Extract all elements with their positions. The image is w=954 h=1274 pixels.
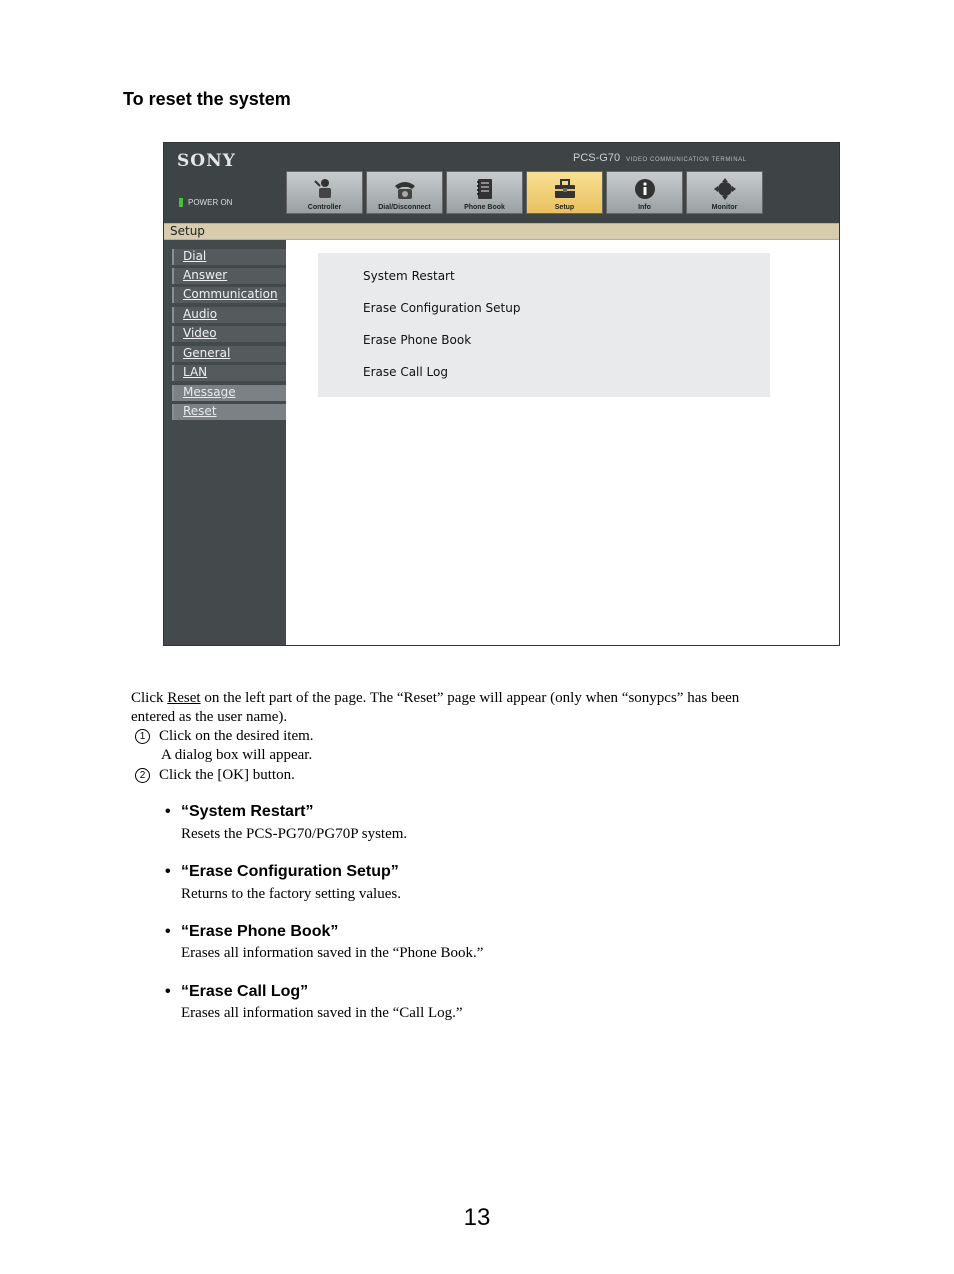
controller-icon xyxy=(313,177,337,201)
sidebar-item-label: Answer xyxy=(183,268,228,282)
tab-label: Monitor xyxy=(711,204,738,211)
sidebar-item-communication[interactable] xyxy=(172,287,286,303)
sony-logo: SONY xyxy=(177,151,236,171)
sidebar xyxy=(164,240,286,645)
sidebar-item-dial[interactable] xyxy=(172,249,286,265)
sidebar-item-reset[interactable] xyxy=(172,404,286,420)
phone-icon xyxy=(393,177,417,201)
intro-text: Click xyxy=(131,690,168,706)
sidebar-item-video[interactable] xyxy=(172,326,286,342)
sidebar-item-message[interactable] xyxy=(172,385,286,401)
item-title xyxy=(165,803,314,821)
sidebar-item-label: Communication xyxy=(183,287,278,301)
step-text: Click the [OK] button. xyxy=(159,767,295,783)
item-description: Erases all information saved in the “Call Log.” xyxy=(181,1005,463,1021)
step-number: 1 xyxy=(135,729,150,744)
toolbox-icon xyxy=(553,177,577,201)
step-text: Click on the desired item. xyxy=(159,728,314,744)
tab-phone-book[interactable] xyxy=(446,171,523,214)
item-description: Returns to the factory setting values. xyxy=(181,886,401,902)
bullet-icon: • xyxy=(165,803,171,820)
sidebar-item-general[interactable] xyxy=(172,346,286,362)
intro-paragraph xyxy=(131,689,831,727)
model-label xyxy=(573,152,747,164)
sidebar-item-label: General xyxy=(183,346,231,360)
tab-label: Controller xyxy=(307,204,342,211)
item-title-text: “Erase Phone Book” xyxy=(181,923,339,940)
sidebar-item-label: Audio xyxy=(183,307,218,321)
intro-text-line2: entered as the user name). xyxy=(131,709,288,725)
erase-call-log-option[interactable]: Erase Call Log xyxy=(363,365,448,379)
setup-screenshot xyxy=(163,142,840,646)
step-1 xyxy=(135,727,314,746)
sidebar-item-label: Message xyxy=(183,385,236,399)
tab-info[interactable] xyxy=(606,171,683,214)
tab-controller[interactable] xyxy=(286,171,363,214)
tab-label: Phone Book xyxy=(464,204,505,211)
monitor-icon xyxy=(713,177,737,201)
reset-link-reference: Reset xyxy=(167,690,201,706)
step-1-note: A dialog box will appear. xyxy=(161,747,313,763)
intro-text-rest: on the left part of the page. The “Reset” page will appear (only when “sonypcs” has been xyxy=(200,690,740,706)
section-bar xyxy=(164,223,839,240)
sidebar-item-label: Dial xyxy=(183,249,207,263)
section-heading: To reset the system xyxy=(123,89,291,109)
item-title xyxy=(165,863,399,881)
sidebar-item-audio[interactable] xyxy=(172,307,286,323)
tab-label: Setup xyxy=(554,204,575,211)
item-title xyxy=(165,983,308,1001)
item-title-text: “Erase Call Log” xyxy=(181,983,309,1000)
tab-label: Info xyxy=(638,204,651,211)
item-description: Erases all information saved in the “Phone Book.” xyxy=(181,945,484,961)
section-title: Setup xyxy=(170,224,205,238)
sidebar-item-answer[interactable] xyxy=(172,268,286,284)
main-tabs xyxy=(286,171,766,214)
bullet-icon: • xyxy=(165,923,171,940)
item-title xyxy=(165,923,338,941)
info-icon xyxy=(633,177,657,201)
step-number: 2 xyxy=(135,768,150,783)
erase-phone-book-option[interactable]: Erase Phone Book xyxy=(363,333,472,347)
top-bar xyxy=(164,143,839,223)
bullet-icon: • xyxy=(165,863,171,880)
item-description: Resets the PCS-PG70/PG70P system. xyxy=(181,826,408,842)
book-icon xyxy=(473,177,497,201)
page-number: 13 xyxy=(463,1204,491,1231)
system-restart-option[interactable]: System Restart xyxy=(363,269,455,283)
bullet-icon: • xyxy=(165,983,171,1000)
power-indicator xyxy=(179,198,232,207)
tab-setup[interactable] xyxy=(526,171,603,214)
reset-options-panel xyxy=(318,253,770,397)
power-label: POWER ON xyxy=(188,198,233,207)
model-name: PCS-G70 xyxy=(573,152,621,164)
sidebar-item-label: Reset xyxy=(183,404,217,418)
tab-label: Dial/Disconnect xyxy=(378,204,431,211)
erase-configuration-option[interactable]: Erase Configuration Setup xyxy=(363,301,521,315)
model-subtitle: VIDEO COMMUNICATION TERMINAL xyxy=(626,157,747,163)
item-title-text: “System Restart” xyxy=(181,803,314,820)
sidebar-item-label: Video xyxy=(183,326,217,340)
sidebar-item-lan[interactable] xyxy=(172,365,286,381)
step-2 xyxy=(135,766,295,785)
sidebar-item-label: LAN xyxy=(183,365,208,379)
power-led-icon xyxy=(179,198,183,207)
item-title-text: “Erase Configuration Setup” xyxy=(181,863,399,880)
tab-dial-disconnect[interactable] xyxy=(366,171,443,214)
tab-monitor[interactable] xyxy=(686,171,763,214)
